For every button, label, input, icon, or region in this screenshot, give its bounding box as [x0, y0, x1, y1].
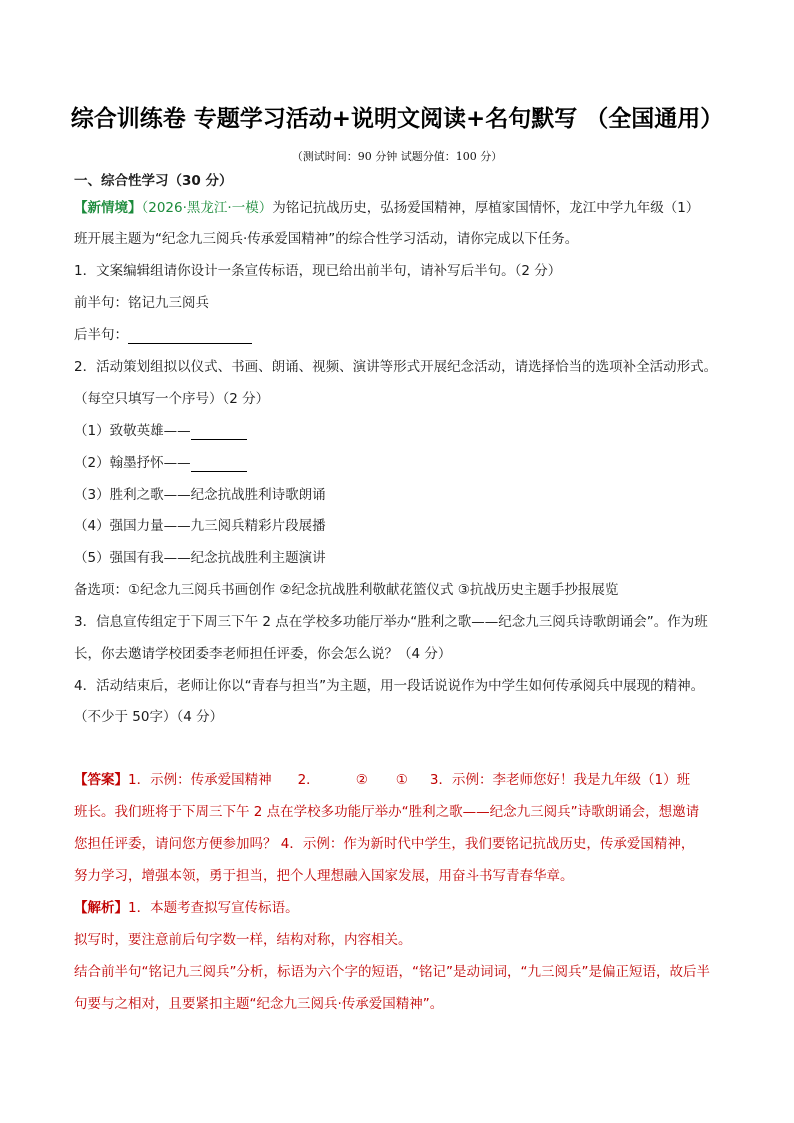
answer-line-4: 努力学习，增强本领，勇于担当，把个人理想融入国家发展，用奋斗书写青春华章。	[74, 868, 574, 884]
intro-line-2: 班开展主题为“纪念九三阅兵·传承爱国精神”的综合性学习活动，请你完成以下任务。	[74, 231, 579, 247]
page-subtitle: （测试时间：90 分钟 试题分值：100 分）	[291, 150, 503, 163]
q2-item-5: （5）强国有我——纪念抗战胜利主题演讲	[74, 550, 326, 566]
answer-2-label: 2．	[297, 772, 320, 788]
analysis-line-2: 拟写时，要注意前后句字数一样，结构对称，内容相关。	[74, 932, 412, 948]
answer-1: 1．示例：传承爱国精神	[128, 772, 272, 788]
analysis-line-1	[74, 899, 734, 917]
answer-2-choice-a: ②	[355, 772, 368, 788]
question-3-line-2: 长，你去邀请学校团委李老师担任评委，你会怎么说？（4 分）	[74, 646, 452, 662]
question-4-line-1: 4．活动结束后，老师让你以“青春与担当”为主题，用一段话说说作为中学生如何传承阅兵中展现的精神。	[74, 678, 705, 694]
question-1: 1．文案编辑组请你设计一条宣传标语，现已给出前半句，请补写后半句。（2 分）	[74, 263, 562, 279]
q2-item-1-blank[interactable]	[191, 425, 247, 440]
source-label: （2026·黑龙江·一模）	[141, 200, 273, 216]
analysis-line-3: 结合前半句“铭记九三阅兵”分析，标语为六个字的短语，“铭记”是动词词，“九三阅兵”是偏正短语，故后半	[74, 964, 710, 980]
analysis-text-1: 1．本题考查拟写宣传标语。	[128, 900, 299, 916]
intro-text-1: 为铭记抗战历史，弘扬爱国精神，厚植家国情怀，龙江中学九年级（1）	[272, 200, 700, 216]
q2-item-1-label: （1）致敬英雄——	[74, 423, 191, 439]
q2-options: 备选项：①纪念九三阅兵书画创作 ②纪念抗战胜利敬献花篮仪式 ③抗战历史主题手抄报展览	[74, 582, 619, 598]
q1-answer-blank[interactable]	[128, 329, 252, 344]
analysis-line-4: 句要与之相对，且要紧扣主题“纪念九三阅兵·传承爱国精神”。	[74, 996, 444, 1012]
question-3-line-1: 3．信息宣传组定于下周三下午 2 点在学校多功能厅举办“胜利之歌——纪念九三阅兵诗歌朗诵会”。作为班	[74, 614, 708, 630]
section-heading: 一、综合性学习（30 分）	[74, 173, 233, 189]
q2-item-2-label: （2）翰墨抒怀——	[74, 455, 191, 471]
page-title: 综合训练卷 专题学习活动+说明文阅读+名句默写 （全国通用）	[70, 106, 724, 132]
answer-3-start: 3．示例：李老师您好！我是九年级（1）班	[429, 772, 691, 788]
answer-line-1	[74, 771, 734, 789]
q2-item-2-blank[interactable]	[191, 457, 247, 472]
q1-back-label: 后半句：	[74, 327, 128, 343]
q2-item-1	[74, 422, 734, 440]
answer-line-3: 您担任评委，请问您方便参加吗？ 4．示例：作为新时代中学生，我们要铭记抗战历史，传承爱国精神，	[74, 836, 695, 852]
question-2-line-2: （每空只填写一个序号）（2 分）	[74, 391, 270, 407]
intro-line-1	[74, 199, 734, 217]
new-context-tag: 【新情境】	[74, 200, 142, 216]
analysis-tag: 【解析】	[74, 900, 128, 916]
q1-back-half	[74, 326, 734, 344]
question-2-line-1: 2．活动策划组拟以仪式、书画、朗诵、视频、演讲等形式开展纪念活动，请选择恰当的选项补全活动形式。	[74, 359, 718, 375]
answer-line-2: 班长。我们班将于下周三下午 2 点在学校多功能厅举办“胜利之歌——纪念九三阅兵”诗歌朗诵会，想邀请	[74, 804, 700, 820]
answer-2-choice-b: ①	[395, 772, 408, 788]
answer-tag: 【答案】	[74, 772, 128, 788]
q1-front-half: 前半句：铭记九三阅兵	[74, 295, 209, 311]
q2-item-3: （3）胜利之歌——纪念抗战胜利诗歌朗诵	[74, 487, 326, 503]
q2-item-2	[74, 454, 734, 472]
question-4-line-2: （不少于 50字）（4 分）	[74, 709, 224, 725]
q2-item-4: （4）强国力量——九三阅兵精彩片段展播	[74, 518, 326, 534]
